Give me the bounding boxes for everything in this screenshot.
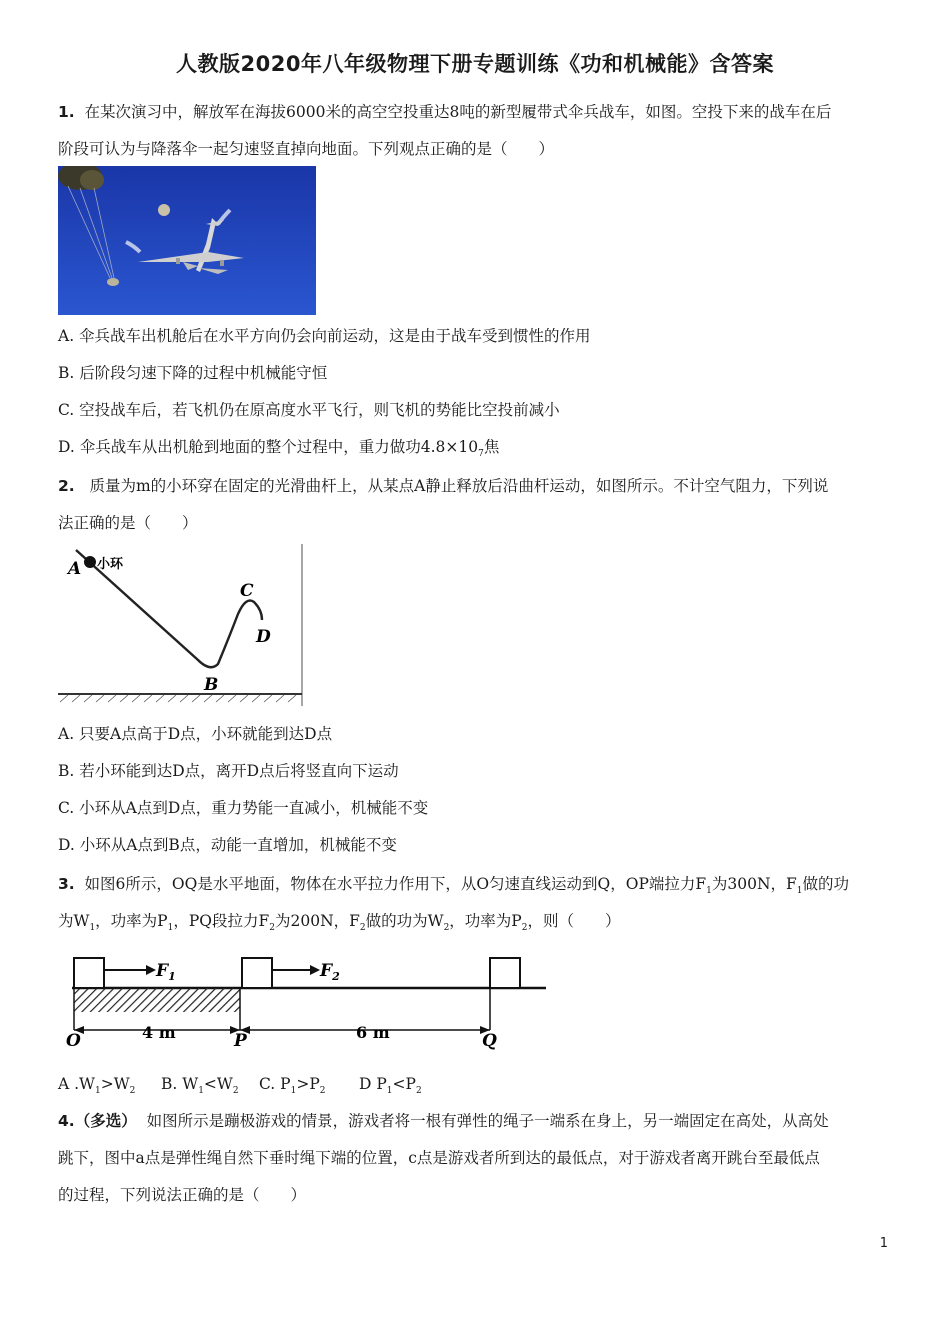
q3-sub: 2 xyxy=(359,923,366,933)
q2-option-a: A. 只要A点高于D点，小环就能到达D点 xyxy=(58,725,333,743)
q2-label-c: C xyxy=(240,581,254,601)
q2-curved-rod-diagram xyxy=(58,544,304,708)
q3-text-2g: ，则（ ） xyxy=(527,912,621,930)
q3-options-row xyxy=(58,1074,422,1101)
q1-option-d-unit: 焦 xyxy=(483,438,500,456)
q4-text-1: 如图所示是蹦极游戏的情景，游戏者将一根有弹性的绳子一端系在身上，另一端固定在高处，从高处 xyxy=(146,1112,829,1130)
q4-text-2: 跳下，图中a点是弹性绳自然下垂时绳下端的位置，c点是游戏者所到达的最低点，对于游戏者离开跳台至最低点 xyxy=(58,1149,820,1167)
q3-label-o: O xyxy=(66,1031,81,1051)
q3-label-4m: 4 m xyxy=(142,1023,176,1042)
q3-label-p: P xyxy=(234,1031,247,1051)
q1-text-1: 在某次演习中，解放军在海拔6000米的高空空投重达8吨的新型履带式伞兵战车，如图。空投下来的战车在后 xyxy=(84,103,832,121)
q3-force-distance-diagram xyxy=(58,950,550,1060)
q2-label-d: D xyxy=(256,627,271,647)
q3-sub: 2 xyxy=(521,923,528,933)
q3-line1 xyxy=(58,874,849,901)
q3-option-d: D $P_1<P_2$ xyxy=(359,1075,422,1096)
q3-sub: 1 xyxy=(89,923,96,933)
q4-multi-select-tag: （多选） xyxy=(74,1112,137,1130)
q3-label-f1: $F_1$ xyxy=(156,961,176,983)
q3-sub: 2 xyxy=(269,923,275,933)
q2-line1 xyxy=(58,476,828,496)
q3-text-2a: 为W xyxy=(58,912,90,930)
q2-number: 2. xyxy=(58,477,75,495)
q3-label-q: Q xyxy=(482,1031,497,1051)
page-number: 1 xyxy=(879,1236,888,1251)
q3-sub: 1 xyxy=(167,923,174,933)
q2-option-d: D. 小环从A点到B点，动能一直增加，机械能不变 xyxy=(58,836,397,854)
q3-text-2b: ，功率为P xyxy=(95,912,168,930)
q3-text-1b: 为300N，F xyxy=(711,875,797,893)
q1-parachute-airplane-photo xyxy=(58,166,316,315)
q1-option-d-exponent: 7 xyxy=(478,449,484,459)
q2-label-ring: 小环 xyxy=(97,557,124,572)
q3-line2 xyxy=(58,911,620,938)
q2-label-a: A xyxy=(68,559,82,579)
page-title: 人教版2020年八年级物理下册专题训练《功和机械能》含答案 xyxy=(176,52,774,76)
q1-option-a: A. 伞兵战车出机舱后在水平方向仍会向前运动，这是由于战车受到惯性的作用 xyxy=(58,327,591,345)
q3-option-b: B. $W_1<W_2$ xyxy=(161,1075,239,1096)
q2-text-2: 法正确的是（ ） xyxy=(58,514,198,532)
q3-text-2f: ，功率为P xyxy=(449,912,522,930)
q3-label-f2: $F_2$ xyxy=(320,961,340,983)
q1-option-d xyxy=(58,437,499,464)
q2-label-b: B xyxy=(204,675,219,695)
q3-text-1a: 如图6所示，OQ是水平地面，物体在水平拉力作用下，从O匀速直线运动到Q，OP端拉力F xyxy=(84,875,707,893)
q2-text-1: 质量为m的小环穿在固定的光滑曲杆上，从某点A静止释放后沿曲杆运动，如图所示。不计空气阻力，下列说 xyxy=(89,477,829,495)
q1-option-c: C. 空投战车后，若飞机仍在原高度水平飞行，则飞机的势能比空投前减小 xyxy=(58,401,560,419)
q1-text-2: 阶段可认为与降落伞一起匀速竖直掉向地面。下列观点正确的是（ ） xyxy=(58,140,555,158)
q4-text-3: 的过程，下列说法正确的是（ ） xyxy=(58,1186,307,1204)
q3-option-c: C. $P_1>P_2$ xyxy=(259,1075,326,1096)
q2-option-c: C. 小环从A点到D点，重力势能一直减小，机械能不变 xyxy=(58,799,429,817)
q4-number: 4. xyxy=(58,1112,75,1130)
q3-sub: 1 xyxy=(796,886,803,896)
q4-line1 xyxy=(58,1111,829,1131)
q2-option-b: B. 若小环能到达D点，离开D点后将竖直向下运动 xyxy=(58,762,399,780)
q3-label-6m: 6 m xyxy=(356,1023,390,1042)
q3-number: 3. xyxy=(58,875,75,893)
q3-text-1c: 做的功 xyxy=(802,875,850,893)
q1-number: 1. xyxy=(58,103,75,121)
q3-sub: 2 xyxy=(443,923,450,933)
q3-text-2c: ，PQ段拉力F xyxy=(173,912,270,930)
q1-option-d-text: D. 伞兵战车从出机舱到地面的整个过程中，重力做功4.8×10 xyxy=(58,438,479,456)
q3-text-2d: 为200N，F xyxy=(274,912,360,930)
q3-text-2e: 做的功为W xyxy=(365,912,444,930)
q1-line1 xyxy=(58,102,831,122)
q3-sub: 1 xyxy=(706,886,712,896)
q1-option-b: B. 后阶段匀速下降的过程中机械能守恒 xyxy=(58,364,328,382)
q3-option-a: A $.W_1>W_2$ xyxy=(58,1075,136,1096)
